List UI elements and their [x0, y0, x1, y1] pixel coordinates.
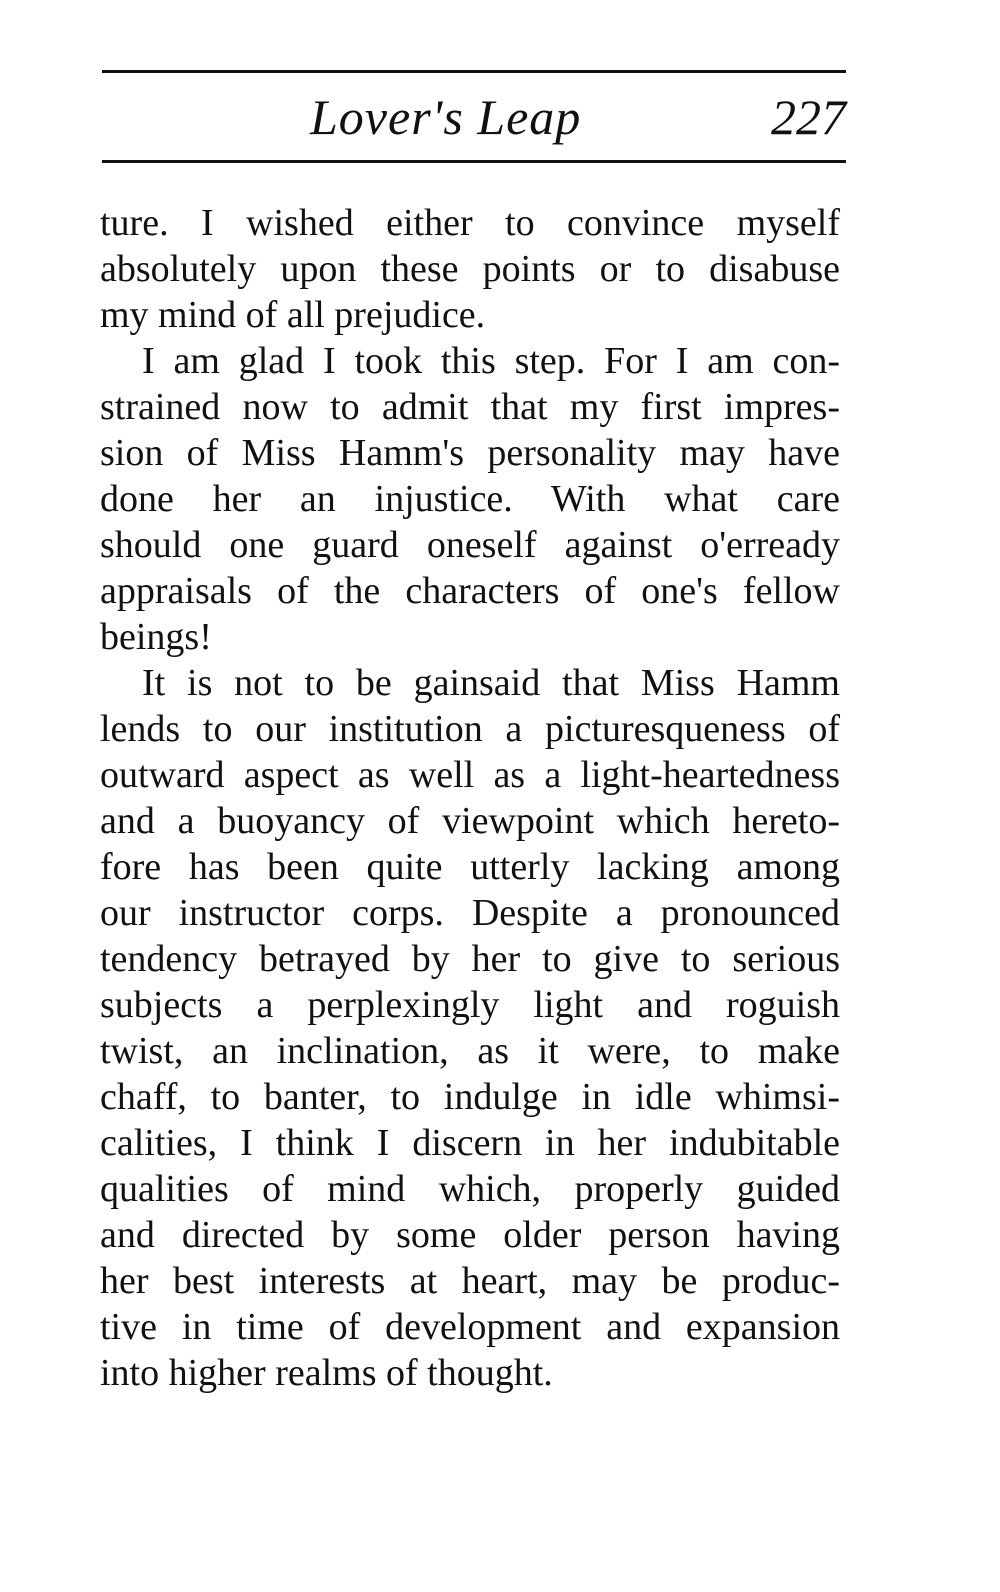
text-line: my mind of all prejudice. — [100, 294, 486, 336]
text-line: strained now to admit that my first impres- — [100, 386, 840, 428]
text-line: I am glad I took this step. For I am con- — [142, 340, 840, 382]
text-line: her best interests at heart, may be produc- — [100, 1260, 840, 1302]
body-text — [100, 200, 840, 1396]
text-line: our instructor corps. Despite a pronounced — [100, 892, 840, 934]
text-line: fore has been quite utterly lacking among — [100, 846, 840, 888]
text-line: done her an injustice. With what care — [100, 478, 840, 520]
text-line: should one guard oneself against o'erready — [100, 524, 840, 566]
text-line: tendency betrayed by her to give to serious — [100, 938, 840, 980]
text-line: calities, I think I discern in her indubitable — [100, 1122, 840, 1164]
header-rule-top — [102, 70, 846, 73]
text-line: lends to our institution a picturesqueness of — [100, 708, 840, 750]
text-line: and directed by some older person having — [100, 1214, 840, 1256]
text-line: sion of Miss Hamm's personality may have — [100, 432, 840, 474]
header-rule-bottom — [102, 160, 846, 163]
text-line: ture. I wished either to convince myself — [100, 202, 840, 244]
text-line: twist, an inclination, as it were, to make — [100, 1030, 840, 1072]
text-line: outward aspect as well as a light-heartedness — [100, 754, 840, 796]
text-line: absolutely upon these points or to disabuse — [100, 248, 840, 290]
text-line: qualities of mind which, properly guided — [100, 1168, 840, 1210]
text-line: subjects a perplexingly light and roguish — [100, 984, 840, 1026]
text-line: into higher realms of thought. — [100, 1352, 553, 1394]
running-title: Lover's Leap — [310, 89, 582, 145]
text-line: chaff, to banter, to indulge in idle whimsi- — [100, 1076, 840, 1118]
text-line: appraisals of the characters of one's fellow — [100, 570, 840, 612]
text-line: and a buoyancy of viewpoint which hereto- — [100, 800, 840, 842]
text-line: beings! — [100, 616, 212, 658]
text-line: It is not to be gainsaid that Miss Hamm — [142, 662, 840, 704]
page-number: 227 — [771, 89, 846, 145]
text-line: tive in time of development and expansion — [100, 1306, 840, 1348]
